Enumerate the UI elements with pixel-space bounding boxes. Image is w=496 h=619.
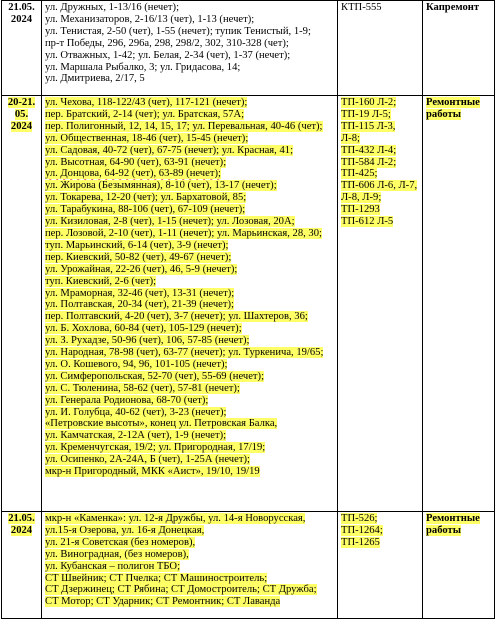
address-line: ул. Дружных, 1-13/16 (нечет); — [45, 2, 180, 13]
address-cell — [42, 96, 338, 512]
table-row — [2, 512, 495, 619]
address-line: ул. Народная, 78-98 (чет), 63-77 (нечет); ул. Туркенича, 19/65; — [45, 347, 324, 359]
address-line: ул. Камчатская, 2-12А (чет), 1-9 (нечет); — [45, 430, 227, 442]
address-cell — [42, 1, 338, 96]
address-line: ул. Общественная, 18-46 (чет), 15-45 (нечет); — [45, 132, 249, 144]
address-line: ул. Полтавская, 20-34 (чет), 21-39 (нечет); — [45, 299, 234, 311]
substation-cell: ТП-526; ТП-1264; ТП-1265 — [338, 512, 423, 619]
address-line: ул. Тенистая, 2-50 (чет), 1-55 (нечет); тупик Тенистый, 1-9; — [45, 25, 311, 37]
address-line: ул. Б. Хохлова, 60-84 (чет), 105-129 (нечет); — [45, 323, 242, 335]
date-cell: 20-21. 05. 2024 — [2, 96, 42, 512]
address-line: «Петровские высоты», конец ул. Петровская Балка, — [45, 418, 278, 430]
address-line: ул. Жирова (Безымянная), 8-10 (чет), 13-17 (нечет); — [45, 180, 277, 192]
address-line: ул. Донцова, 64-92 (чет), 63-89 (нечет); — [45, 168, 221, 180]
address-line: ул. Виноградная, (без номеров), — [45, 548, 189, 560]
address-line: СТ Швейник; СТ Пчелка; СТ Машиностроитель; — [45, 572, 268, 584]
date-cell: 21.05. 2024 — [2, 512, 42, 619]
address-line: пр-т Победы, 296, 296а, 298, 298/2, 302, 310-328 (чет); — [45, 37, 289, 49]
address-line: пер. Братский, 2-14 (чет); ул. Братская, 57А; — [45, 108, 245, 120]
address-line: ул. И. Голубца, 40-62 (чет), 3-23 (нечет); — [45, 406, 227, 418]
address-line: ул. Чехова, 118-122/43 (чет), 117-121 (нечет); — [45, 97, 248, 108]
address-line: ул. Кизиловая, 2-8 (чет), 1-15 (нечет); ул. Лозовая, 20А; — [45, 216, 295, 228]
address-line: ул. С. Тюленина, 58-62 (чет), 57-81 (нечет); — [45, 382, 240, 394]
address-line: ул. Осипенко, 2А-24А, Б (чет), 1-25А (нечет); — [45, 454, 250, 466]
address-line: ул. Урожайная, 22-26 (чет), 46, 5-9 (нечет); — [45, 263, 238, 275]
table-row — [2, 96, 495, 512]
address-line: ул. Высотная, 64-90 (чет), 63-91 (нечет); — [45, 156, 227, 168]
work-type-cell: Ремонтные работы — [423, 512, 495, 619]
address-line: мкр-н «Каменка»: ул. 12-я Дружбы, ул. 14-я Новорусская, — [45, 513, 306, 524]
address-line: ул. Токарева, 12-20 (чет); ул. Бархатовой, 85; — [45, 192, 247, 204]
address-line: ул. Мраморная, 32-46 (чет), 13-31 (нечет); — [45, 287, 235, 299]
address-line: мкр-н Пригородный, МКК «Аист», 19/10, 19/19 — [45, 466, 260, 478]
address-line: ул. Тарабукина, 88-106 (чет), 67-109 (нечет); — [45, 204, 246, 216]
address-cell — [42, 512, 338, 619]
address-line: пер. Полигонный, 12, 14, 15, 17; ул. Перевальная, 40-46 (чет); — [45, 120, 323, 132]
address-line: СТ Мотор; СТ Ударник; СТ Ремонтник; СТ Лаванда — [45, 596, 281, 608]
address-line: туп. Марьинский, 6-14 (чет), 3-9 (нечет); — [45, 239, 229, 251]
work-type-cell: Капремонт — [423, 1, 495, 96]
address-line: ул. Маршала Рыбалко, 3; ул. Гридасова, 14; — [45, 61, 241, 73]
address-line: ул. Кубанская – полигон ТБО; — [45, 560, 181, 572]
address-line: туп. Киевский, 2-6 (чет); — [45, 275, 157, 287]
address-line: пер. Киевский, 50-82 (чет), 49-67 (нечет); — [45, 251, 232, 263]
address-line: ул.15-я Озерова, ул. 16-я Донецкая, — [45, 524, 205, 536]
address-line: пер. Полтавский, 4-20 (чет), 3-7 (нечет); ул. Шахтеров, 36; — [45, 311, 308, 323]
address-line: ул. З. Рухадзе, 50-96 (чет), 106, 57-85 (нечет); — [45, 335, 250, 347]
work-type-cell: Ремонтные работы — [423, 96, 495, 512]
address-line: пер. Лозовой, 2-10 (чет), 1-11 (нечет); ул. Марьинская, 28, 30; — [45, 227, 322, 239]
address-line: ул. Механизаторов, 2-16/13 (чет), 1-13 (нечет); — [45, 13, 255, 25]
address-line: СТ Дзержинец; СТ Рябина; СТ Домостроитель; СТ Дружба; — [45, 584, 317, 596]
address-line: ул. Садовая, 40-72 (чет), 67-75 (нечет); ул. Красная, 41; — [45, 144, 294, 156]
address-line: ул. Генерала Родионова, 68-70 (чет); — [45, 394, 209, 406]
address-line: ул. Дмитриева, 2/17, 5 — [45, 73, 145, 85]
substation-cell: ТП-160 Л-2; ТП-19 Л-5; ТП-115 Л-3, Л-8; ТП-432 Л-4; ТП-584 Л-2; ТП-425; ТП-606 Л-6, Л-7, Л-8, Л-9; ТП-1293 ТП-612 Л-5 — [338, 96, 423, 512]
address-line: ул. О. Кошевого, 94, 96, 101-105 (нечет); — [45, 358, 228, 370]
table-row — [2, 1, 495, 96]
address-line: ул. 21-я Советская (без номеров), — [45, 536, 196, 548]
outage-schedule-table — [1, 0, 495, 619]
address-line: ул. Кременчугская, 19/2; ул. Пригородная, 17/19; — [45, 442, 266, 454]
substation-cell: КТП-555 — [338, 1, 423, 96]
date-cell: 21.05. 2024 — [2, 1, 42, 96]
address-line: ул. Симферопольская, 52-70 (чет), 55-69 (нечет); — [45, 370, 265, 382]
address-line: ул. Отважных, 1-42; ул. Белая, 2-34 (чет), 1-37 (нечет); — [45, 49, 291, 61]
